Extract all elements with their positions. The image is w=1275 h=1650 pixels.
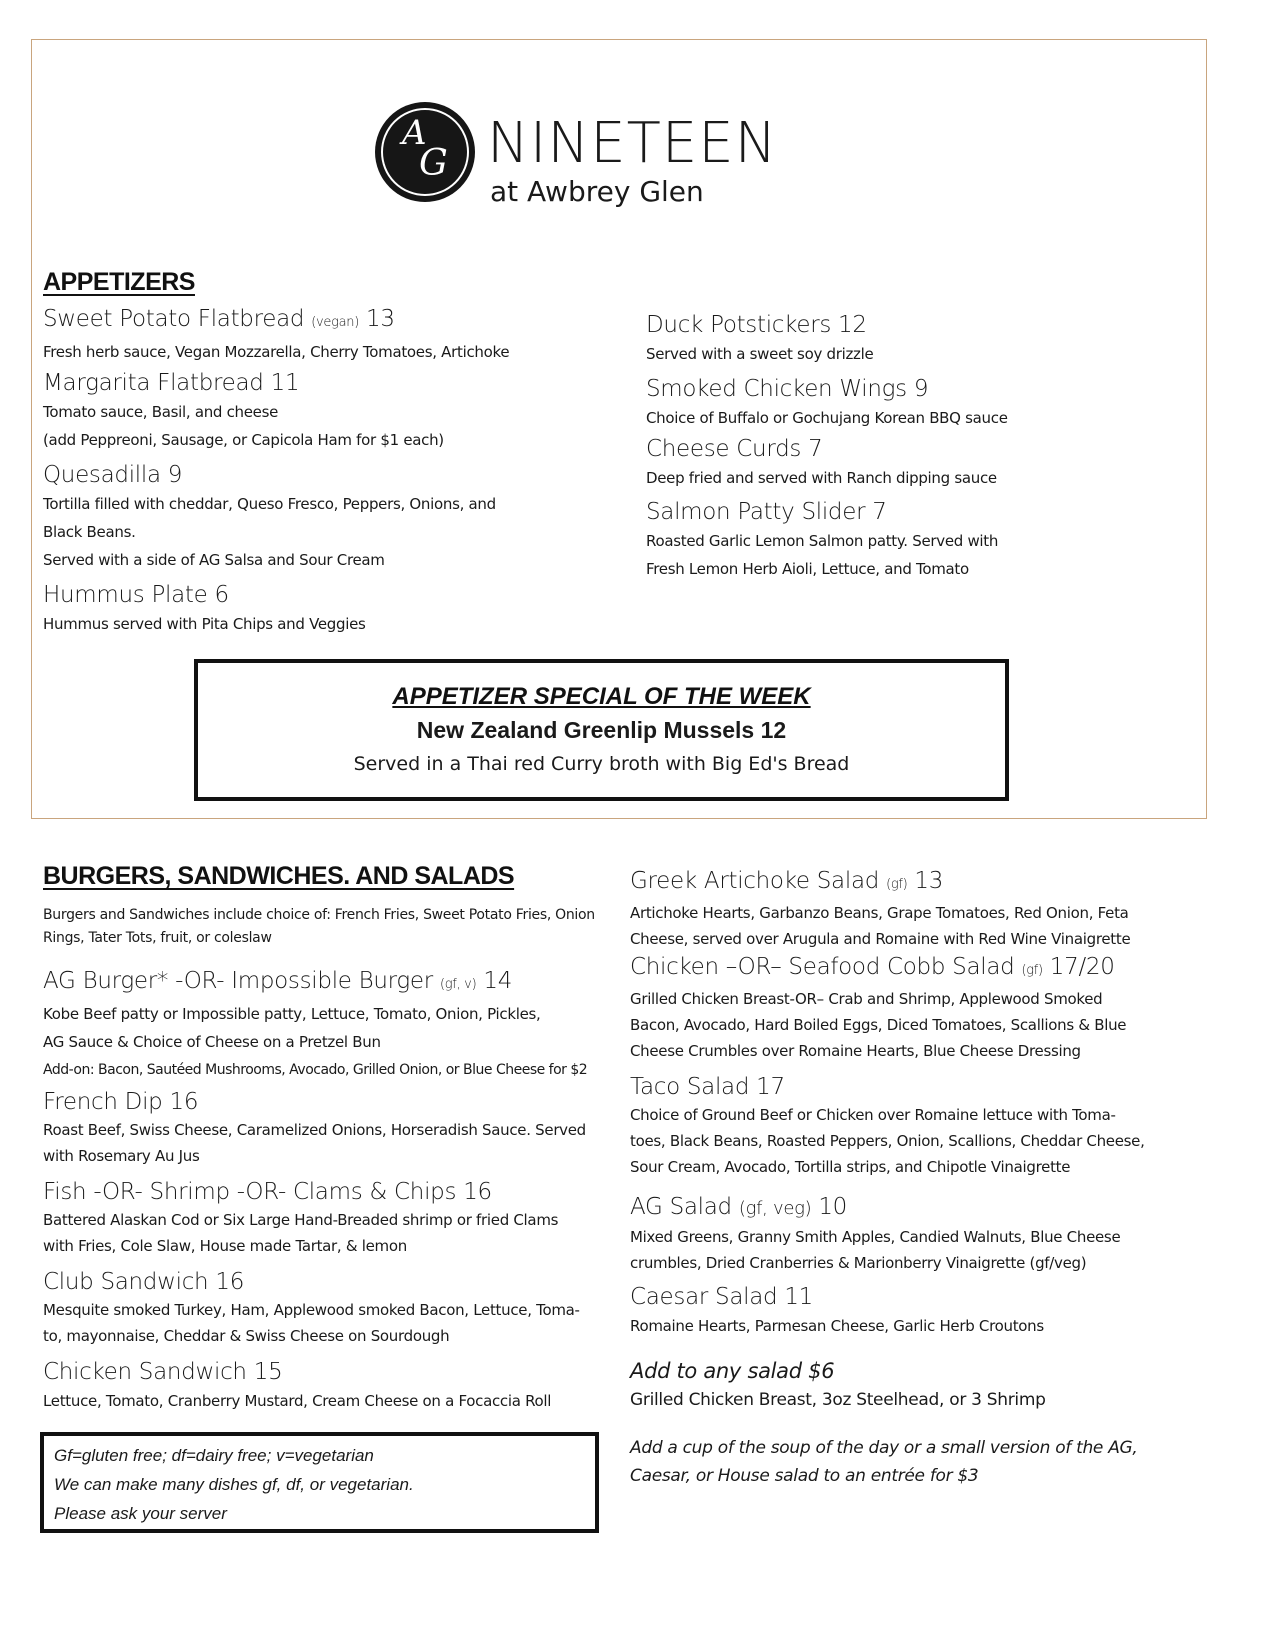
menu-item xyxy=(630,952,1126,1064)
item-description: Tortilla filled with cheddar, Queso Fresco, Peppers, Onions, and xyxy=(43,495,496,513)
restaurant-logo xyxy=(375,102,795,212)
item-price: 9 xyxy=(167,462,183,488)
intro-line: Rings, Tater Tots, fruit, or coleslaw xyxy=(43,930,272,946)
item-description: Roasted Garlic Lemon Salmon patty. Served with xyxy=(646,532,999,550)
item-description: with Rosemary Au Jus xyxy=(43,1147,200,1165)
item-description: AG Sauce & Choice of Cheese on a Pretzel Bun xyxy=(43,1033,381,1051)
menu-item xyxy=(43,1267,580,1349)
item-name: Chicken Sandwich xyxy=(43,1359,247,1385)
item-description: with Fries, Cole Slaw, House made Tartar, & lemon xyxy=(43,1237,407,1255)
item-name: Hummus Plate xyxy=(43,582,208,608)
item-price: 13 xyxy=(365,306,395,332)
special-of-the-week-box xyxy=(194,659,1009,801)
logo-monogram-g: G xyxy=(419,143,448,184)
menu-item xyxy=(630,866,1130,952)
menu-item xyxy=(646,434,997,492)
item-description: crumbles, Dried Cranberries & Marionberry Vinaigrette (gf/veg) xyxy=(630,1254,1087,1272)
add-salad-title: Add to any salad $6 xyxy=(630,1359,835,1383)
item-description: Black Beans. xyxy=(43,523,136,541)
item-name: Salmon Patty Slider xyxy=(646,499,866,525)
item-description: Mixed Greens, Granny Smith Apples, Candied Walnuts, Blue Cheese xyxy=(630,1228,1121,1246)
item-description: Roast Beef, Swiss Cheese, Caramelized Onions, Horseradish Sauce. Served xyxy=(43,1121,586,1139)
item-name: Sweet Potato Flatbread xyxy=(43,306,305,332)
add-cup-line: Add a cup of the soup of the day or a small version of the AG, xyxy=(630,1438,1138,1458)
note-line: Gf=gluten free; df=dairy free; v=vegetarian xyxy=(54,1446,374,1465)
item-description: to, mayonnaise, Cheddar & Swiss Cheese on Sourdough xyxy=(43,1327,450,1345)
menu-item xyxy=(43,1357,551,1415)
item-description: Lettuce, Tomato, Cranberry Mustard, Cream Cheese on a Focaccia Roll xyxy=(43,1392,552,1410)
item-description: Fresh herb sauce, Vegan Mozzarella, Cherry Tomatoes, Artichoke xyxy=(43,343,510,361)
menu-item xyxy=(646,374,1008,432)
note-line: Please ask your server xyxy=(54,1504,227,1523)
dietary-note-box xyxy=(40,1432,599,1533)
logo-monogram-a: A xyxy=(402,113,427,153)
menu-item xyxy=(43,368,444,454)
item-name: Caesar Salad xyxy=(630,1284,778,1310)
menu-item xyxy=(43,460,496,574)
item-price: 17 xyxy=(756,1074,785,1100)
item-description: Kobe Beef patty or Impossible patty, Lettuce, Tomato, Onion, Pickles, xyxy=(43,1005,541,1023)
item-name: Duck Potstickers xyxy=(646,312,832,338)
item-tag: (gf, v) xyxy=(439,977,477,992)
burgers-intro xyxy=(43,904,618,950)
intro-line: Burgers and Sandwiches include choice of: French Fries, Sweet Potato Fries, Onion xyxy=(43,907,595,923)
item-price: 10 xyxy=(818,1194,848,1220)
item-description: Choice of Buffalo or Gochujang Korean BBQ sauce xyxy=(646,409,1008,427)
add-cup-note xyxy=(630,1434,1138,1490)
item-name: Chicken –OR– Seafood Cobb Salad xyxy=(630,954,1015,980)
item-description: Fresh Lemon Herb Aioli, Lettuce, and Tomato xyxy=(646,560,969,578)
special-title: APPETIZER SPECIAL OF THE WEEK xyxy=(392,683,811,710)
item-description: Artichoke Hearts, Garbanzo Beans, Grape Tomatoes, Red Onion, Feta xyxy=(630,904,1129,922)
item-description: Bacon, Avocado, Hard Boiled Eggs, Diced Tomatoes, Scallions & Blue xyxy=(630,1016,1127,1034)
item-description: Choice of Ground Beef or Chicken over Romaine lettuce with Toma- xyxy=(630,1106,1116,1124)
item-price: 9 xyxy=(913,376,929,402)
item-name: Cheese Curds xyxy=(646,436,802,462)
item-price: 12 xyxy=(838,312,867,338)
menu-item xyxy=(43,1087,586,1169)
menu-item xyxy=(43,580,366,638)
item-price: 17/20 xyxy=(1049,954,1115,980)
item-price: 11 xyxy=(784,1284,814,1310)
menu-item xyxy=(43,966,587,1084)
item-price: 13 xyxy=(914,868,944,894)
item-price: 11 xyxy=(270,370,300,396)
menu-item xyxy=(43,1177,558,1259)
item-name: Margarita Flatbread xyxy=(43,370,264,396)
item-description: Cheese Crumbles over Romaine Hearts, Blue Cheese Dressing xyxy=(630,1042,1081,1060)
add-salad-description: Grilled Chicken Breast, 3oz Steelhead, or 3 Shrimp xyxy=(630,1390,1046,1410)
item-description: Battered Alaskan Cod or Six Large Hand-Breaded shrimp or fried Clams xyxy=(43,1211,559,1229)
item-description: Mesquite smoked Turkey, Ham, Applewood smoked Bacon, Lettuce, Toma- xyxy=(43,1301,580,1319)
item-price: 16 xyxy=(463,1179,492,1205)
item-price: 16 xyxy=(169,1089,199,1115)
item-price: 15 xyxy=(253,1359,283,1385)
menu-item xyxy=(43,304,509,366)
burgers-title: BURGERS, SANDWICHES. AND SALADS xyxy=(43,862,515,890)
menu-item xyxy=(630,1282,1044,1340)
item-tag: (gf, veg) xyxy=(738,1198,812,1219)
item-description: Served with a side of AG Salsa and Sour Cream xyxy=(43,551,385,569)
menu-item xyxy=(630,1192,1120,1276)
item-description: (add Peppreoni, Sausage, or Capicola Ham for $1 each) xyxy=(43,431,444,449)
item-price: 6 xyxy=(214,582,229,608)
item-name: Quesadilla xyxy=(43,462,161,488)
item-description: toes, Black Beans, Roasted Peppers, Onion, Scallions, Cheddar Cheese, xyxy=(630,1132,1145,1150)
item-name: Fish -OR- Shrimp -OR- Clams & Chips xyxy=(43,1179,457,1205)
logo-name: NINETEEN xyxy=(487,111,778,176)
item-tag: (vegan) xyxy=(311,315,359,330)
item-description: Romaine Hearts, Parmesan Cheese, Garlic Herb Croutons xyxy=(630,1317,1044,1335)
special-description: Served in a Thai red Curry broth with Big Ed's Bread xyxy=(353,753,850,775)
add-cup-line: Caesar, or House salad to an entrée for $3 xyxy=(630,1466,979,1486)
menu-item xyxy=(646,310,873,368)
item-description: Tomato sauce, Basil, and cheese xyxy=(43,403,279,421)
item-name: AG Salad xyxy=(630,1194,732,1220)
item-name: Club Sandwich xyxy=(43,1269,209,1295)
menu-item xyxy=(630,1072,1145,1180)
item-name: Smoked Chicken Wings xyxy=(646,376,907,402)
item-description: Cheese, served over Arugula and Romaine with Red Wine Vinaigrette xyxy=(630,930,1131,948)
item-description: Sour Cream, Avocado, Tortilla strips, and Chipotle Vinaigrette xyxy=(630,1158,1071,1176)
item-tag: (gf) xyxy=(886,877,908,892)
item-name: Taco Salad xyxy=(630,1074,750,1100)
item-price: 16 xyxy=(215,1269,245,1295)
item-description: Deep fried and served with Ranch dipping sauce xyxy=(646,469,997,487)
appetizers-title: APPETIZERS xyxy=(43,268,195,296)
item-price: 7 xyxy=(808,436,823,462)
menu-item xyxy=(646,497,998,583)
logo-subtitle: at Awbrey Glen xyxy=(490,175,704,208)
item-name: French Dip xyxy=(43,1089,163,1115)
note-line: We can make many dishes gf, df, or vegetarian. xyxy=(54,1475,414,1494)
item-addon: Add-on: Bacon, Sautéed Mushrooms, Avocado, Grilled Onion, or Blue Cheese for $2 xyxy=(43,1062,588,1078)
logo-monogram-icon xyxy=(375,102,475,202)
item-name: Greek Artichoke Salad xyxy=(630,868,880,894)
item-description: Grilled Chicken Breast-OR– Crab and Shrimp, Applewood Smoked xyxy=(630,990,1103,1008)
item-price: 7 xyxy=(872,499,887,525)
add-to-salad xyxy=(630,1356,1046,1414)
item-tag: (gf) xyxy=(1021,963,1043,978)
item-price: 14 xyxy=(483,968,513,994)
item-description: Served with a sweet soy drizzle xyxy=(646,345,874,363)
special-item: New Zealand Greenlip Mussels 12 xyxy=(416,717,787,743)
item-description: Hummus served with Pita Chips and Veggies xyxy=(43,615,366,633)
item-name: AG Burger* -OR- Impossible Burger xyxy=(43,968,433,994)
